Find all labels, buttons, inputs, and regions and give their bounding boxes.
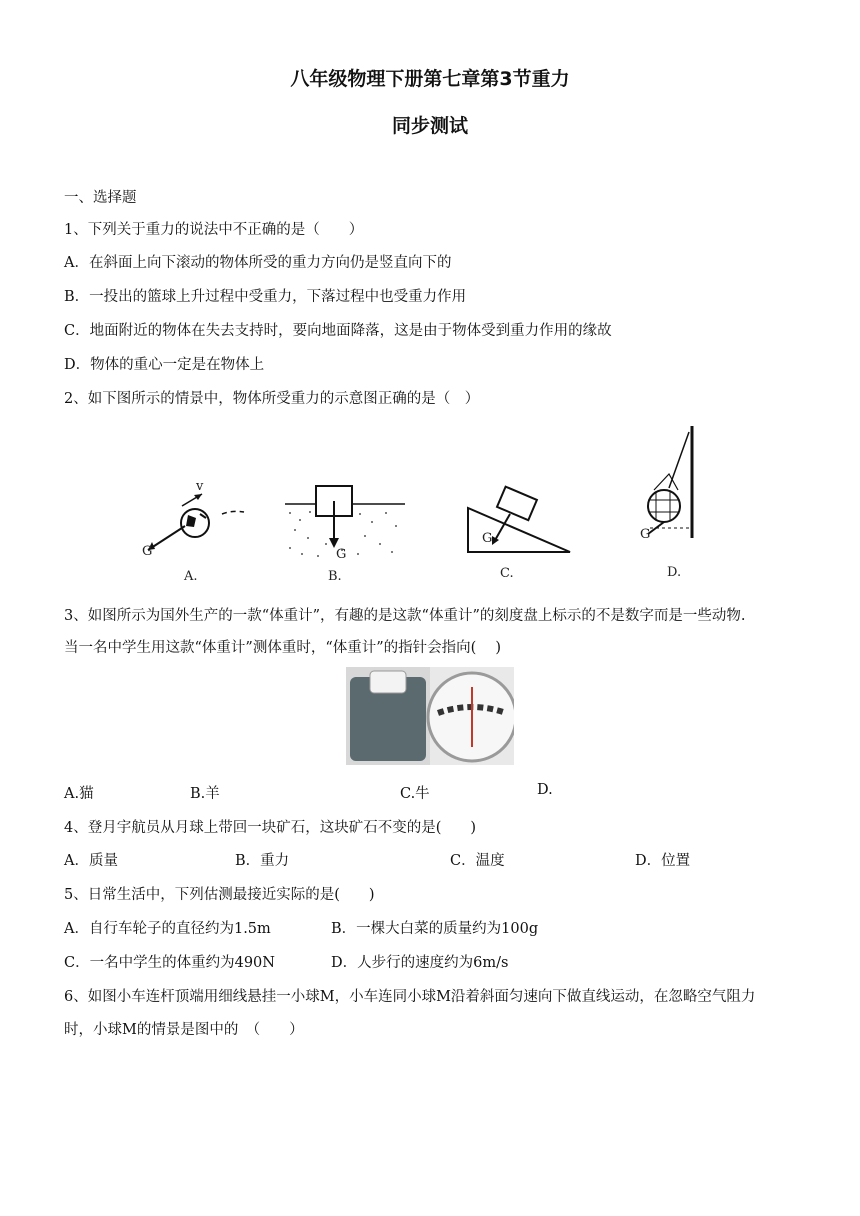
q3-stem-line1: 3、如图所示为国外生产的一款“体重计”，有趣的是这款“体重计”的刻度盘上标示的不是数字而是一些动物. [64,608,746,624]
q5-option-d: D．人步行的速度约为6m/s [331,955,509,971]
q2-stem: 2、如下图所示的情景中，物体所受重力的示意图正确的是（ ） [64,391,480,407]
q3-stem-line2: 当一名中学生用这款“体重计”测体重时，“体重计”的指针会指向( ) [64,640,502,656]
q1-option-a: A．在斜面上向下滚动的物体所受的重力方向仍是竖直向下的 [64,255,452,271]
q4-option-b: B．重力 [235,853,290,869]
q5-stem: 5、日常生活中，下列估测最接近实际的是( ) [64,887,375,903]
figure-a-ball [148,494,244,550]
q2-figure [130,418,730,588]
q4-option-a: A．质量 [64,853,118,869]
figure-a-label: A. [184,569,198,584]
figure-b-label: B. [328,569,342,584]
q1-option-b: B．一投出的篮球上升过程中受重力，下落过程中也受重力作用 [64,289,467,305]
scale-dial-window [370,671,406,693]
q3-scale-photo [346,667,514,765]
page-subtitle: 同步测试 [391,115,468,137]
q3-option-a: A.猫 [64,786,94,802]
figure-a-velocity-letter: v [196,479,204,494]
q5-option-c: C．一名中学生的体重约为490N [64,955,275,971]
q1-stem: 1、下列关于重力的说法中不正确的是（ ） [64,222,364,238]
q3-option-b: B.羊 [190,786,220,802]
figure-d-force-letter: G [640,527,651,542]
q1-option-c: C．地面附近的物体在失去支持时，要向地面降落，这是由于物体受到重力作用的缘故 [64,323,612,339]
figure-a-force-letter: G [142,544,153,559]
page-title: 八年级物理下册第七章第3节重力 [290,68,570,90]
figure-c-force-letter: G [482,531,493,546]
figure-d-label: D. [667,565,682,580]
q1-option-d: D．物体的重心一定是在物体上 [64,357,265,373]
q3-option-c: C.牛 [400,786,430,802]
figure-c-label: C. [500,566,514,581]
q6-stem-line2: 时，小球M的情景是图中的 （ ） [64,1022,304,1038]
q5-option-b: B．一棵大白菜的质量约为100g [331,921,539,937]
q5-option-a: A．自行车轮子的直径约为1.5m [64,921,271,937]
q4-option-d: D．位置 [635,853,691,869]
q4-option-c: C．温度 [450,853,505,869]
q6-stem-line1: 6、如图小车连杆顶端用细线悬挂一小球M，小车连同小球M沿着斜面匀速向下做直线运动，在忽略空气阻力 [64,989,756,1005]
section-heading: 一、选择题 [64,190,137,206]
figure-b-force-letter: G [336,547,347,562]
q3-option-d: D. [537,782,553,798]
q4-stem: 4、登月宇航员从月球上带回一块矿石，这块矿石不变的是( ) [64,820,477,836]
figure-d-hanging-ball [648,426,692,538]
